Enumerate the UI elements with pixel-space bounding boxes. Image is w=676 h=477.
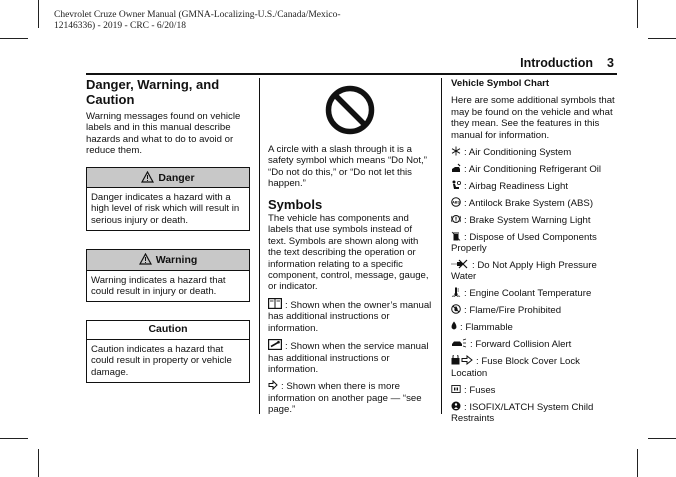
column-right xyxy=(451,78,617,425)
symbol-label: : Engine Coolant Temperature xyxy=(464,288,592,300)
symbol-label: : Fuses xyxy=(464,384,496,396)
crop-mark xyxy=(38,449,39,477)
crop-mark xyxy=(648,438,676,439)
print-metadata-line: 12146336) - 2019 - CRC - 6/20/18 xyxy=(54,21,186,31)
caution-text: Caution indicates a hazard that could result in property or vehicle damage. xyxy=(91,343,232,378)
symbol-label: : Flame/Fire Prohibited xyxy=(464,305,562,317)
caution-box xyxy=(86,320,250,383)
airbag-icon xyxy=(451,180,461,190)
warning-triangle-icon xyxy=(139,253,152,265)
fuse-icon xyxy=(451,384,461,394)
circle-slash-text: A circle with a slash through it is a safety symbol which means “Do Not,” “Do not do this,” or “Do not let this happen.” xyxy=(268,144,427,190)
owner-manual-book-icon xyxy=(268,298,282,309)
symbol-item xyxy=(451,163,617,175)
danger-box xyxy=(86,167,250,232)
symbol-item xyxy=(451,287,617,299)
warning-text: Warning indicates a hazard that could result in injury or death. xyxy=(91,274,226,298)
warning-triangle-icon xyxy=(141,171,154,183)
service-manual-wrench-icon xyxy=(268,339,282,350)
symbol-item xyxy=(451,338,617,350)
symbol-item xyxy=(451,259,617,283)
symbol-label: : Brake System Warning Light xyxy=(464,214,591,226)
crop-mark xyxy=(637,449,638,477)
intro-paragraph: Warning messages found on vehicle labels and in this manual describe hazards and what to do to avoid or reduce them. xyxy=(86,111,241,157)
forward-collision-icon xyxy=(451,338,467,348)
running-head xyxy=(440,56,614,70)
symbol-label: : Forward Collision Alert xyxy=(470,339,572,351)
symbol-label: : Air Conditioning Refrigerant Oil xyxy=(464,163,602,175)
owner-manual-item xyxy=(268,298,432,334)
column-left xyxy=(86,78,250,383)
svg-text:ABS: ABS xyxy=(452,200,460,205)
service-manual-label: : Shown when the service manual has additional instructions or information. xyxy=(268,341,429,375)
symbol-item xyxy=(451,231,617,255)
no-symbol-icon xyxy=(324,84,376,136)
symbol-item xyxy=(451,321,617,333)
see-page-item xyxy=(268,380,432,415)
see-page-label: : Shown when there is more information on another page — “see page.” xyxy=(268,381,422,416)
crop-mark xyxy=(38,0,39,28)
arrow-right-icon xyxy=(268,380,278,390)
column-divider xyxy=(441,78,442,414)
owner-manual-label: : Shown when the owner’s manual has additional instructions or information. xyxy=(268,299,432,334)
symbol-label: : Air Conditioning System xyxy=(464,146,572,158)
crop-mark xyxy=(637,0,638,28)
warning-header xyxy=(87,250,249,270)
page-number: 3 xyxy=(607,56,614,70)
symbol-item xyxy=(451,355,617,379)
no-pressure-water-icon xyxy=(451,259,469,269)
danger-header xyxy=(87,168,249,188)
dispose-bin-icon xyxy=(451,231,461,241)
refrigerant-oil-icon xyxy=(451,163,461,173)
crop-mark xyxy=(0,38,28,39)
symbol-label: : ISOFIX/LATCH System Child Restraints xyxy=(451,401,594,425)
header-rule xyxy=(86,73,617,75)
print-metadata-line: Chevrolet Cruze Owner Manual (GMNA-Localizing-U.S./Canada/Mexico- xyxy=(54,10,341,20)
coolant-temperature-icon xyxy=(451,287,461,297)
symbol-item xyxy=(451,146,617,158)
crop-mark xyxy=(648,38,676,39)
symbol-item xyxy=(451,180,617,192)
symbol-label: : Flammable xyxy=(460,322,513,334)
symbol-label: : Antilock Brake System (ABS) xyxy=(464,197,594,209)
danger-title: Danger xyxy=(158,171,195,184)
brake-warning-icon xyxy=(451,214,461,224)
symbol-label: : Dispose of Used Components Properly xyxy=(451,231,597,255)
flame-icon xyxy=(451,321,457,331)
section-heading: Danger, Warning, and Caution xyxy=(86,77,220,107)
symbol-label: : Fuse Block Cover Lock Location xyxy=(451,356,580,379)
section-title: Introduction xyxy=(520,56,594,70)
caution-title: Caution xyxy=(87,321,249,339)
warning-box xyxy=(86,249,250,302)
symbol-item xyxy=(451,384,617,396)
column-divider xyxy=(259,78,260,414)
column-middle xyxy=(268,78,432,416)
chart-intro: Here are some additional symbols that may be found on the vehicle and what they mean. See the features in this manual for information. xyxy=(451,95,615,141)
abs-icon xyxy=(451,197,461,207)
symbol-item xyxy=(451,214,617,226)
chart-title: Vehicle Symbol Chart xyxy=(451,78,550,89)
symbols-paragraph: The vehicle has components and labels that use symbols instead of text. Symbols are shown along with the text describing the operation or information relating to a specific component, control, message, gauge, or indicator. xyxy=(268,213,429,293)
symbols-heading: Symbols xyxy=(268,196,323,212)
crop-mark xyxy=(0,438,28,439)
symbol-label: : Airbag Readiness Light xyxy=(464,180,568,192)
symbol-item xyxy=(451,304,617,316)
no-flame-icon xyxy=(451,304,461,314)
symbol-item xyxy=(451,197,617,209)
symbol-label: : Do Not Apply High Pressure Water xyxy=(451,260,597,283)
fuse-lock-icon xyxy=(451,355,473,365)
service-manual-item xyxy=(268,339,432,375)
danger-text: Danger indicates a hazard with a high level of risk which will result in serious injury or death. xyxy=(91,192,240,226)
snowflake-icon xyxy=(451,146,461,156)
symbol-item xyxy=(451,401,617,425)
print-metadata xyxy=(54,10,374,32)
child-restraint-icon xyxy=(451,401,461,411)
warning-title: Warning xyxy=(155,254,198,267)
